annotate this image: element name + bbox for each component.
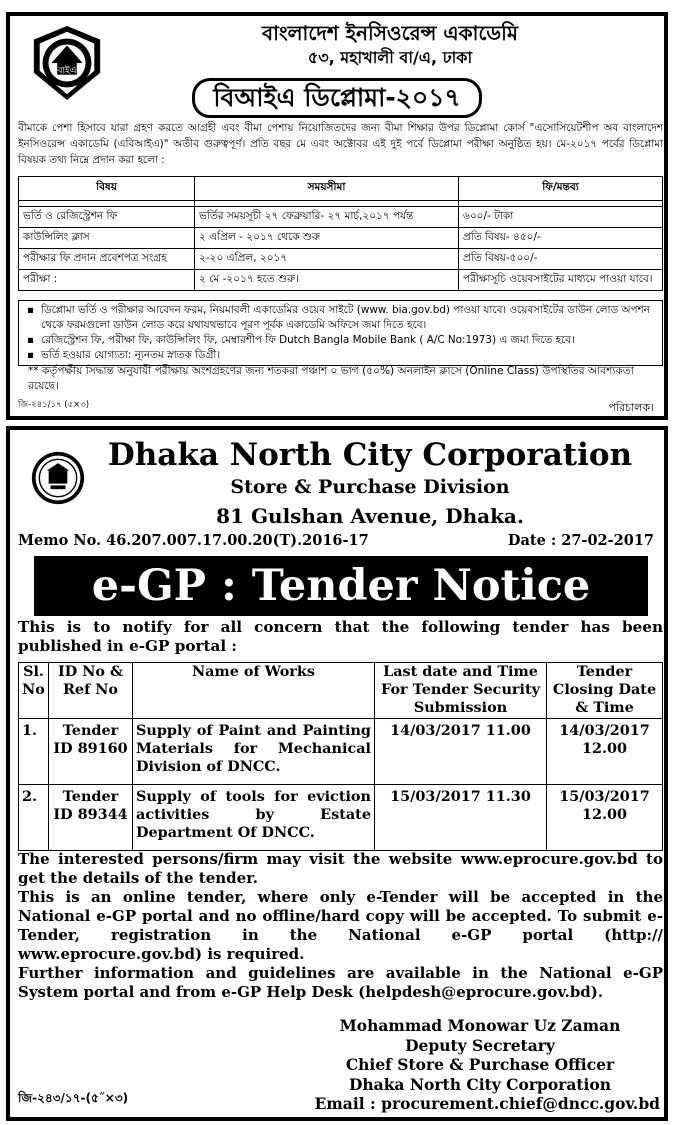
table-cell: ২ মে -২০১৭ হতে শুরু। (195, 270, 459, 291)
bia-org-name: বাংলাদেশ ইনসিওরেন্স একাডেমি (262, 21, 518, 45)
bia-schedule-table (18, 176, 663, 291)
body-paragraph: The interested persons/firm may visit the website www.eprocure.gov.bd to get the details of the tender. (18, 850, 663, 887)
table-row (19, 249, 663, 270)
bia-ad-code: জি-২৪১/১৭ (৫×৩) (18, 400, 90, 410)
table-header: Sl. No (19, 663, 49, 719)
bia-logo-text: বাইএ (57, 65, 77, 76)
dncc-ad-code: জি-২৪৩/১৭-(৫˝×৩) (18, 1091, 129, 1105)
table-header: সময়সীমা (195, 177, 459, 201)
table-cell-last-date: 14/03/2017 11.00 (375, 719, 547, 785)
table-row (19, 719, 663, 785)
table-cell: পরীক্ষাসূচি ওয়েবসাইটের মাধ্যমে পাওয়া যাবে। (459, 270, 663, 291)
table-header: ID No & Ref No (49, 663, 133, 719)
table-header: Name of Works (133, 663, 375, 719)
table-cell: প্রতি বিষয়- ৪৫০/- (459, 228, 663, 249)
bia-intro: বীমাকে পেশা হিসাবে যারা গ্রহণ করতে আগ্রহী এবং বীমা পেশায় নিয়োজিতদের জন্য বীমা শিক্ষার উপর ডিপ্লোমা কোর্স "এসোসিয়েটশীপ অব বাংলাদেশ ইনসিওরেন্স একাডেমি (এবিআইএ)" অতীব গুরুত্বপূর্ণ। প্রতি বছর মে এবং অক্টোবর এই দুই পর্বে ডিপ্লোমা পরীক্ষা অনুষ্ঠিত হয়। মে-২০১৭ পর্বের ডিপ্লোমা বিষয়ক তথ্য নিম্নে প্রদান করা হলো : (18, 122, 663, 166)
memo-number: Memo No. 46.207.007.17.00.20(T).2016-17 (18, 532, 369, 549)
table-cell-closing-date: 14/03/2017 12.00 (547, 719, 663, 785)
table-cell: পরীক্ষার ফি প্রদান প্রবেশপত্র সংগ্রহ (19, 249, 195, 270)
bia-title: বিআইএ ডিপ্লোমা-২০১৭ (192, 78, 481, 118)
dncc-org-name: Dhaka North City Corporation (107, 437, 633, 473)
body-paragraph: Further information and guidelines are available in the National e-GP System portal and from e-GP Help Desk (helpdesh@eprocure.gov.bd). (18, 964, 663, 1001)
table-header: বিষয় (19, 177, 195, 201)
table-cell: কাউন্সিলিং ক্লাস (19, 228, 195, 249)
dncc-intro: This is to notify for all concern that the following tender has been published in e-GP portal : (18, 618, 663, 655)
table-cell: প্রতি বিষয়-৫০০/- (459, 249, 663, 270)
table-cell: ২-২০ এপ্রিল, ২০১৭ (195, 249, 459, 270)
signatory-title: Deputy Secretary (405, 1035, 555, 1055)
table-cell-last-date: 15/03/2017 11.30 (375, 785, 547, 851)
bia-notes-list (18, 300, 663, 366)
table-cell: ভর্তি ও রেজিস্ট্রেশন ফি (19, 207, 195, 228)
table-cell-id: Tender ID 89344 (49, 785, 133, 851)
table-cell-sl: 2. (19, 785, 49, 851)
table-cell: ২ এপ্রিল - ২০১৭ থেকে শুরু (195, 228, 459, 249)
tender-notice-banner: e-GP : Tender Notice (34, 556, 648, 616)
table-header: Last date and Time For Tender Security Submission (375, 663, 547, 719)
signatory-name: Mohammad Monowar Uz Zaman (339, 1016, 621, 1035)
bia-signatory: পরিচালক। (608, 401, 654, 414)
dncc-seal-icon (30, 450, 86, 506)
table-row (19, 270, 663, 291)
table-header-row (19, 663, 663, 719)
bia-footnote: ** কর্তৃপক্ষীয় সিদ্ধান্ত অনুযায়ী পরীক্ষায় অংশগ্রহণের জন্য শতকরা পঞ্চাশ ০ ভাগ (৫০%) অনলাইন ক্লাসে (Online Class) উপস্থিতির আবশ্যকতা রয়েছে। (28, 365, 634, 392)
list-item: ▪ ভর্তি হওয়ার যোগ্যতা: ন্যূনতম স্নাতক ডিগ্রী। (41, 348, 656, 363)
signatory-title: Chief Store & Purchase Officer (345, 1055, 615, 1074)
bia-header (120, 20, 660, 69)
table-header: Tender Closing Date & Time (547, 663, 663, 719)
dncc-advertisement (6, 426, 668, 1121)
table-cell-id: Tender ID 89160 (49, 719, 133, 785)
bia-title-wrap (10, 78, 664, 118)
table-cell-name: Supply of Paint and Painting Materials for Mechanical Division of DNCC. (133, 719, 375, 785)
signatory-email: Email : procurement.chief@dncc.gov.bd (314, 1094, 660, 1113)
table-row (19, 228, 663, 249)
signature-block (300, 1016, 660, 1114)
tender-table (18, 662, 663, 851)
table-cell: ৬০০/- টাকা (459, 207, 663, 228)
table-row (19, 207, 663, 228)
table-row (19, 785, 663, 851)
table-cell-closing-date: 15/03/2017 12.00 (547, 785, 663, 851)
list-item: ▪ ডিপ্লোমা ভর্তি ও পরীক্ষার আবেদন ফরম, নিয়মাবলী একাডেমির ওয়েব সাইটে (www. bia.gov.bd) পাওয়া যাবে। ওয়েবসাইটের ডাউন লোড অপশন থেকে ফরমগুলো ডাউন লোড করে যথাযথভাবে পূরণ পূর্বক একাডেমি অফিসে জমা দিতে হবে। (41, 303, 656, 333)
dncc-address: 81 Gulshan Avenue, Dhaka. (216, 504, 524, 528)
table-header: ফি/মন্তব্য (459, 177, 663, 201)
table-cell: পরীক্ষা : (19, 270, 195, 291)
bia-address: ৫৩, মহাখালী বা/এ, ঢাকা (307, 48, 473, 67)
table-cell-name: Supply of tools for eviction activities by Estate Department Of DNCC. (133, 785, 375, 851)
dncc-body-text (18, 850, 663, 1002)
signatory-org: Dhaka North City Corporation (348, 1074, 612, 1094)
dncc-division: Store & Purchase Division (230, 476, 510, 498)
table-cell-sl: 1. (19, 719, 49, 785)
body-paragraph: This is an online tender, where only e-Tender will be accepted in the National e-GP portal and no offline/hard copy will be accepted. To submit e-Tender, registration in the National e-GP portal (http:// www.eprocure.gov.bd) is required. (18, 888, 663, 963)
notice-date: Date : 27-02-2017 (507, 532, 654, 549)
table-header-row (19, 177, 663, 201)
bia-advertisement (6, 12, 668, 420)
table-cell: ভর্তির সময়সূচী ২৭ ফেব্রুয়ারি- ২৭ মার্চ,২০১৭ পর্যন্ত (195, 207, 459, 228)
list-item: ▪ রেজিস্ট্রেশন ফি, পরীক্ষা ফি, কাউন্সিলিং ফি, মেম্বারশীপ ফি Dutch Bangla Mobile Bank ( A/C No:1973) এ জমা দিতে হবে। (41, 333, 656, 348)
